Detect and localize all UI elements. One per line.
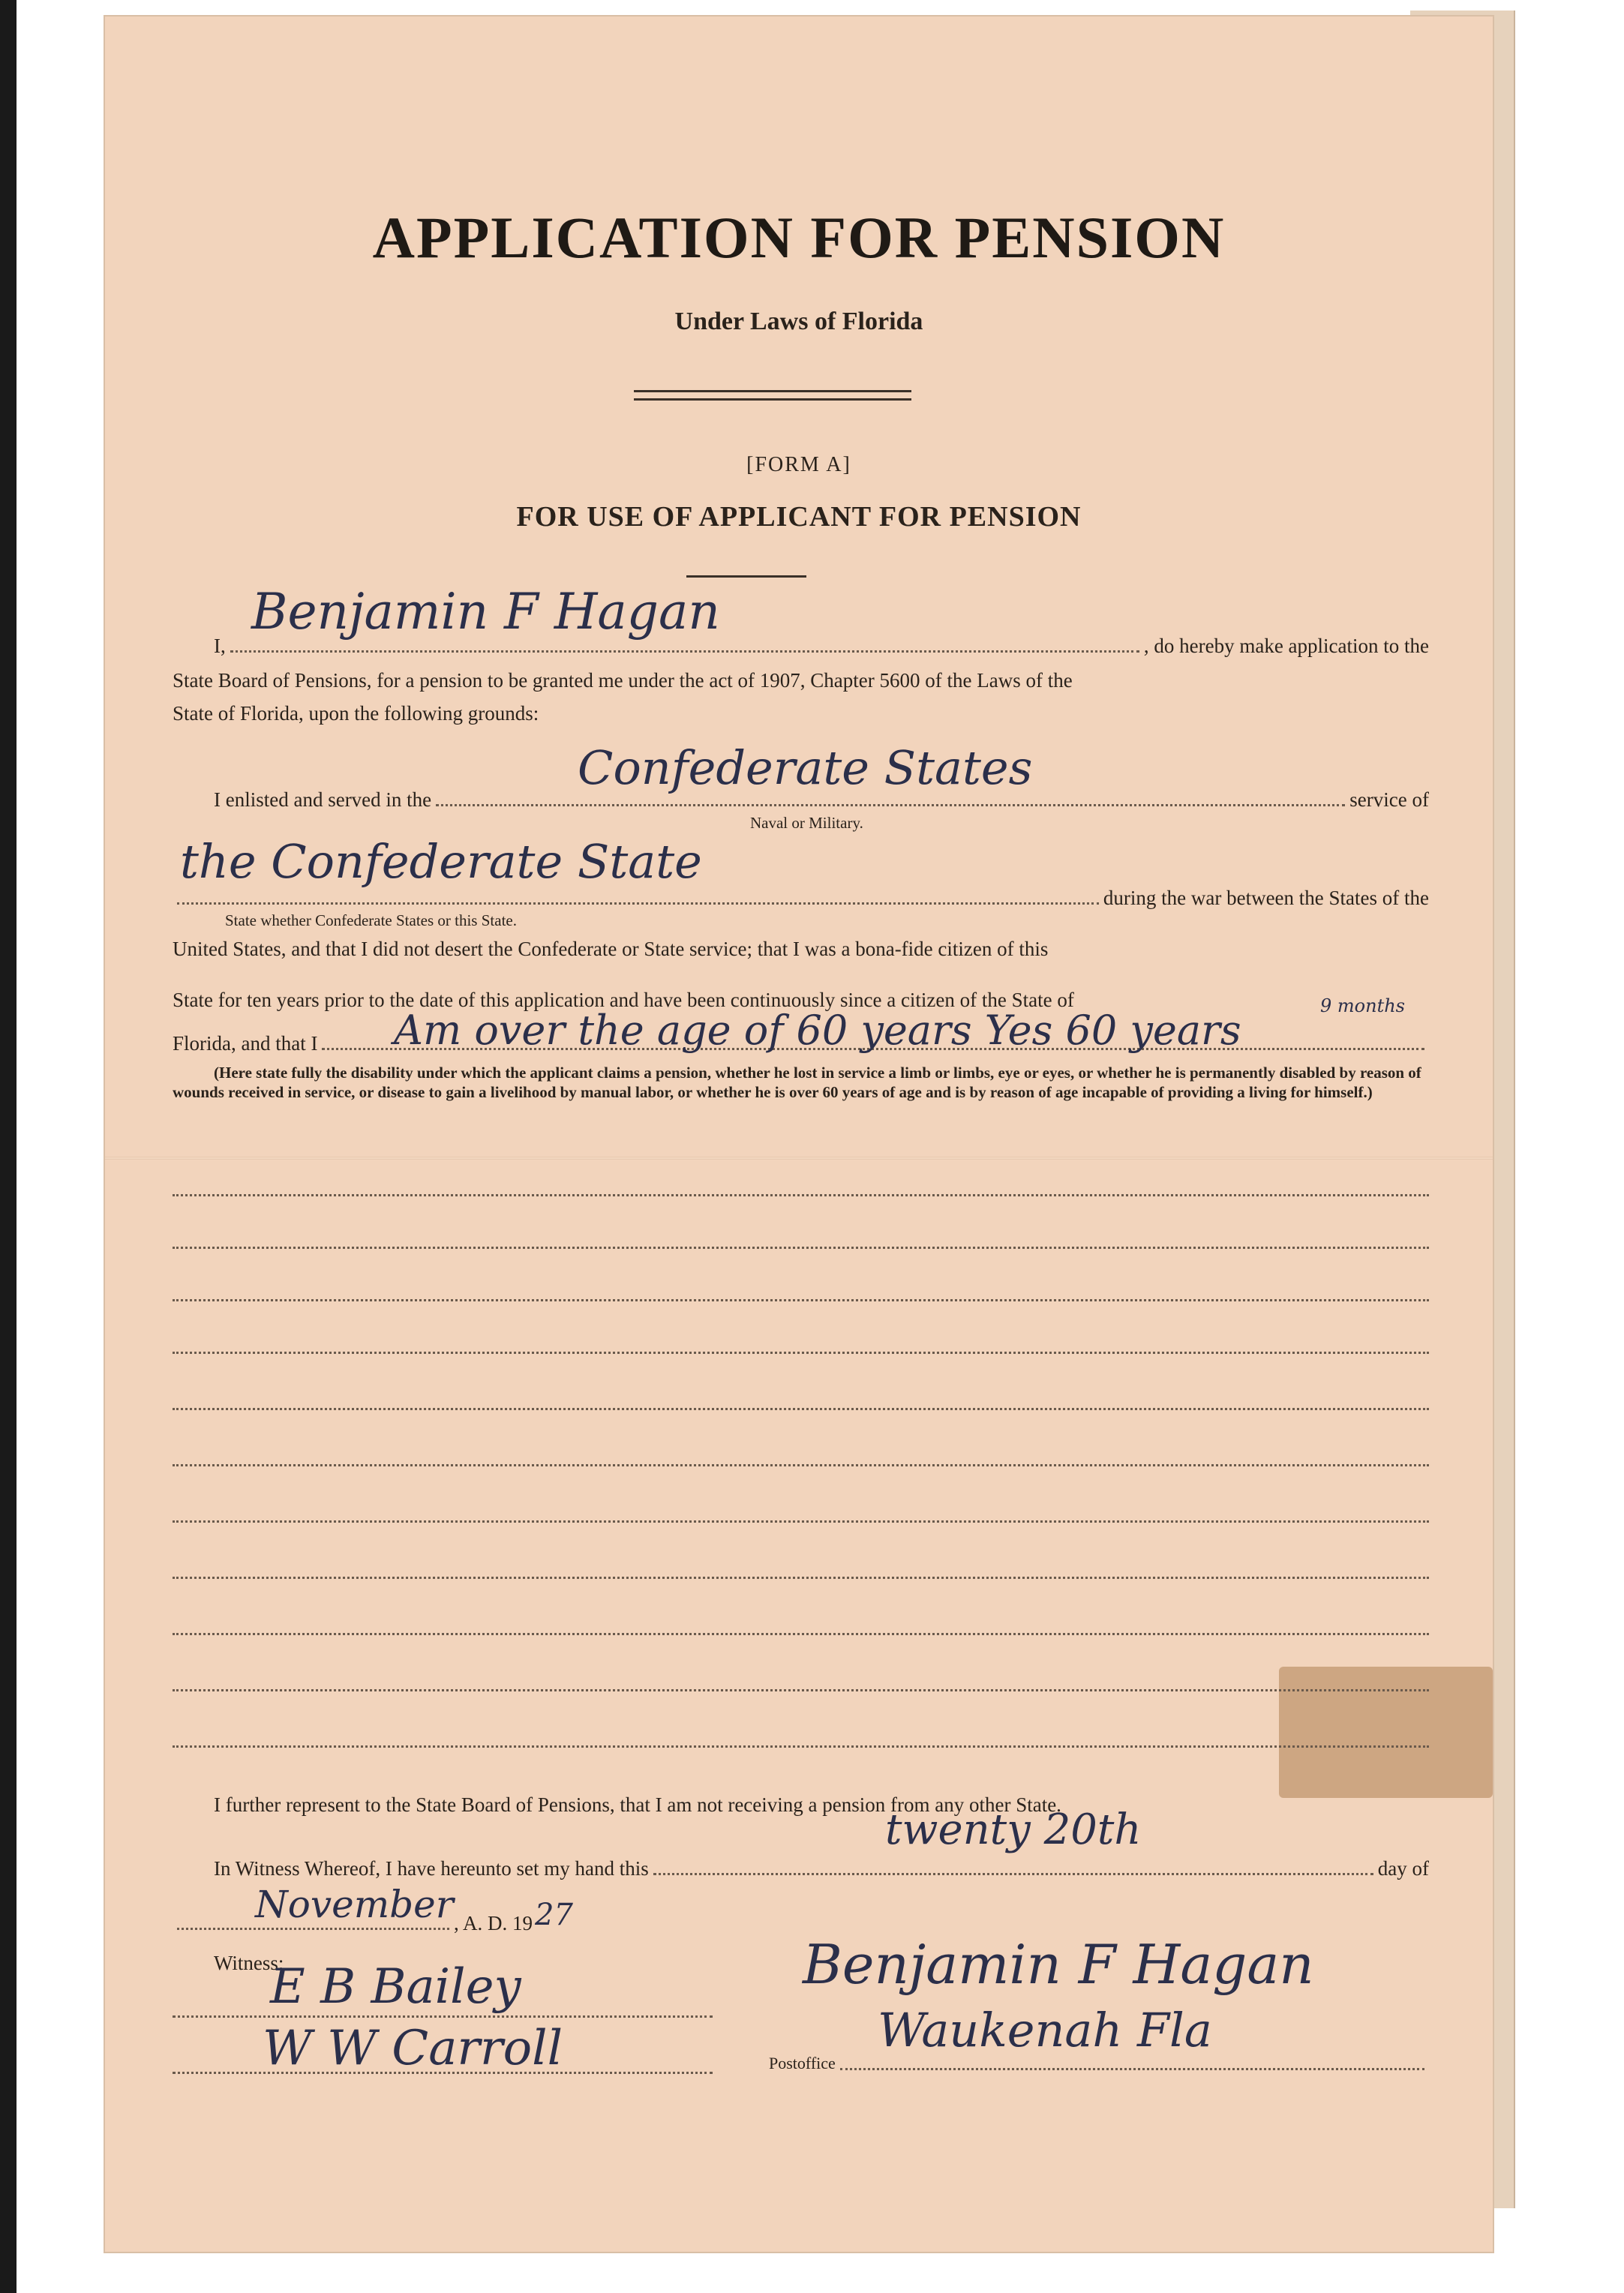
line-state: State for ten years prior to the date of this application and have been continuously since a citizen of the State of — [173, 989, 1074, 1011]
postoffice-blank — [840, 2066, 1424, 2070]
state-hint: State whether Confederate States or this State. — [225, 911, 517, 929]
year-handwritten: 27 — [535, 1898, 573, 1932]
enlist-blank — [436, 803, 1345, 806]
applicant-name-handwritten: Benjamin F Hagan — [251, 583, 720, 641]
disability-handwritten: Am over the age of 60 years Yes 60 years — [394, 1007, 1241, 1054]
florida-prefix: Florida, and that I — [173, 1032, 318, 1055]
line2: State Board of Pensions, for a pension to be granted me under the act of 1907, Chapter 5600 of the Laws of the — [173, 669, 1073, 692]
enlist-suffix: service of — [1349, 788, 1429, 811]
tape-stain — [1279, 1667, 1493, 1798]
document-title: APPLICATION FOR PENSION — [372, 205, 1226, 270]
state-suffix: during the war between the States of the — [1103, 887, 1429, 909]
postoffice-handwritten: Waukenah Fla — [878, 2003, 1212, 2057]
state-blank — [177, 901, 1099, 905]
blank-line — [173, 1408, 1429, 1410]
state-line — [173, 885, 1429, 911]
witness2-handwritten: W W Carroll — [263, 2021, 563, 2076]
blank-line — [173, 1633, 1429, 1635]
form-purpose: FOR USE OF APPLICANT FOR PENSION — [516, 501, 1082, 533]
line1-suffix: , do hereby make application to the — [1143, 635, 1429, 657]
state-handwritten: the Confederate State — [180, 834, 702, 889]
witness-whereof-line — [173, 1856, 1429, 1881]
blank-line — [173, 1247, 1429, 1249]
witness-prefix: In Witness Whereof, I have hereunto set my hand this — [214, 1857, 649, 1880]
line1-prefix: I, — [214, 635, 226, 657]
document-page — [105, 17, 1493, 2252]
blank-line — [173, 1352, 1429, 1354]
enlist-hint: Naval or Military. — [750, 814, 863, 832]
instructions: (Here state fully the disability under which the applicant claims a pension, whether he lost in service a limb or limbs, eye or eyes, or whether he is permanently disabled by reason of wounds received in service, or disease to gain a livelihood by manual labor, or whether he is over 60 years of age and is by reason of age incapable of providing a living for himself.) — [173, 1064, 1421, 1101]
blank-line — [173, 1520, 1429, 1523]
witness-label: Witness: — [214, 1952, 284, 1974]
blank-line — [173, 1577, 1429, 1579]
scanner-edge — [0, 0, 17, 2293]
month-blank — [177, 1926, 449, 1930]
month-handwritten: November — [255, 1883, 454, 1926]
document-subtitle: Under Laws of Florida — [674, 308, 923, 335]
blank-line — [173, 1299, 1429, 1301]
form-label: [FORM A] — [746, 453, 851, 476]
enlist-handwritten: Confederate States — [578, 740, 1033, 795]
blank-line — [173, 1464, 1429, 1466]
section-rule — [686, 575, 806, 578]
blank-line — [173, 1689, 1429, 1691]
enlist-prefix: I enlisted and served in the — [214, 788, 432, 811]
day-suffix: day of — [1377, 1857, 1429, 1880]
witness1-handwritten: E B Bailey — [270, 1959, 521, 2015]
fold-crease — [105, 1157, 1493, 1160]
line-us: United States, and that I did not desert the Confederate or State service; that I was a bona-fide citizen of this — [173, 938, 1049, 960]
year-prefix: , A. D. 19 — [453, 1912, 533, 1934]
double-rule — [634, 390, 911, 401]
day-handwritten: twenty 20th — [885, 1805, 1142, 1854]
witness1-line — [173, 2015, 713, 2018]
postoffice-label: Postoffice — [769, 2054, 836, 2072]
applicant-signature: Benjamin F Hagan — [803, 1933, 1314, 1996]
applicant-name-blank — [230, 649, 1139, 653]
blank-line — [173, 1194, 1429, 1196]
blank-line — [173, 1745, 1429, 1748]
further-statement: I further represent to the State Board of Pensions, that I am not receiving a pension from any other State. — [214, 1793, 1061, 1816]
line3: State of Florida, upon the following grounds: — [173, 702, 539, 725]
day-blank — [653, 1871, 1373, 1875]
disability-note-handwritten: 9 months — [1320, 995, 1405, 1016]
